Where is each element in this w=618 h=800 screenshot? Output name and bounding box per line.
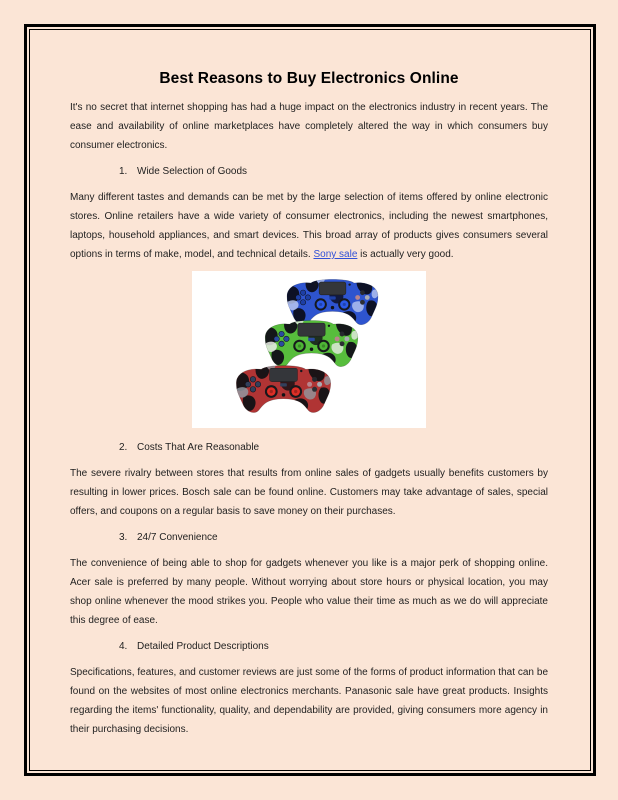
list-item-4	[70, 637, 548, 656]
list-item-number: 4.	[119, 641, 128, 652]
list-item-number: 3.	[119, 532, 128, 543]
document-body	[70, 64, 548, 746]
list-item-number: 1.	[119, 166, 128, 177]
section-1-text-before-link: Many different tastes and demands can be met by the large selection of items offered by online electronic stores. Online retailers have a wide variety of consumer electronics, including the newest smartphones, laptops, household appliances, and smart devices. This broad array of products gives consumers several options in terms of make, model, and technical details.	[70, 192, 548, 260]
list-item-heading: 24/7 Convenience	[137, 532, 218, 543]
section-2-paragraph: The severe rivalry between stores that results from online sales of gadgets usually benefits customers by resulting in lower prices. Bosch sale can be found online. Customers may take advantage of sales, special offers, and coupons on a regular basis to save money on their purchases.	[70, 468, 548, 517]
list-item-heading: Costs That Are Reasonable	[137, 442, 260, 453]
product-image	[192, 271, 426, 428]
list-item-3	[70, 528, 548, 547]
list-item-heading: Detailed Product Descriptions	[137, 641, 269, 652]
document-title: Best Reasons to Buy Electronics Online	[159, 70, 459, 87]
list-item-2	[70, 438, 548, 457]
intro-paragraph: It's no secret that internet shopping has had a huge impact on the electronics industry in recent years. The ease and availability of online marketplaces have completely altered the way in which consumers buy consumer electronics.	[70, 102, 548, 151]
list-item-1	[70, 162, 548, 181]
section-3-paragraph: The convenience of being able to shop for gadgets whenever you like is a major perk of shopping online. Acer sale is preferred by many people. Without worrying about store hours or physical location, you may shop online whenever the mood strikes you. People who value their time as much as we do will appreciate this degree of ease.	[70, 558, 548, 626]
section-4-paragraph: Specifications, features, and customer reviews are just some of the forms of product information that can be found on the websites of most online electronics merchants. Panasonic sale have great products. Insights regarding the items' functionality, quality, and dependability are provided, giving consumers more agency in their purchasing decisions.	[70, 667, 548, 735]
section-1-text-after-link: is actually very good.	[357, 249, 454, 260]
section-1-paragraph	[70, 188, 548, 264]
sony-sale-link[interactable]: Sony sale	[313, 249, 358, 260]
list-item-heading: Wide Selection of Goods	[137, 166, 248, 177]
list-item-number: 2.	[119, 442, 128, 453]
